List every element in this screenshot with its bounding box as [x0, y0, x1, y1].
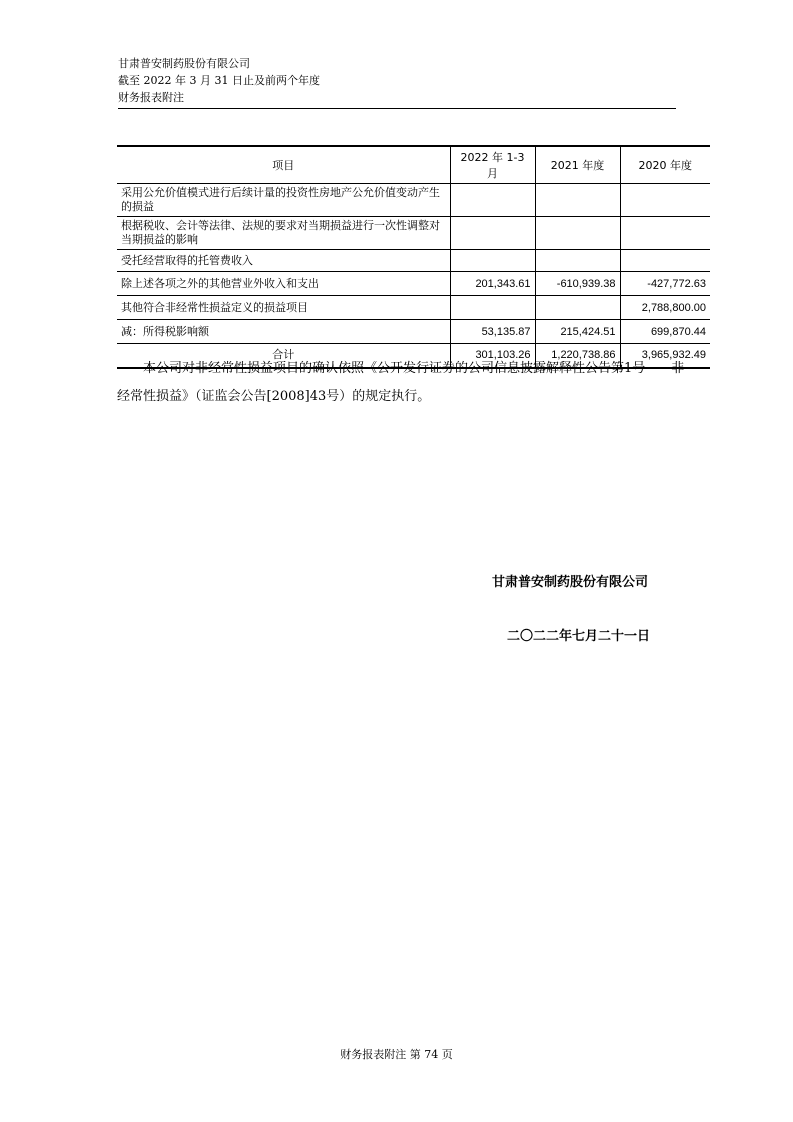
signature-company: 甘肃普安制药股份有限公司: [492, 575, 649, 590]
row-value-2022q1: [450, 184, 535, 217]
page-header: [118, 55, 676, 106]
row-item: 受托经营取得的托管费收入: [117, 250, 450, 272]
column-header-2022q1: 2022 年 1-3 月: [450, 146, 535, 184]
table-row: [117, 320, 710, 344]
row-value-2020: [620, 184, 710, 217]
row-value-2020: [620, 250, 710, 272]
header-period: 截至 2022 年 3 月 31 日止及前两个年度: [118, 74, 320, 87]
non-recurring-gains-table: [117, 145, 710, 369]
row-value-2022q1: [450, 250, 535, 272]
row-value-2022q1: 301,103.26: [450, 344, 535, 368]
row-value-2020: 699,870.44: [620, 320, 710, 344]
row-item: 减：所得税影响额: [117, 320, 450, 344]
row-value-2021: 215,424.51: [535, 320, 620, 344]
row-value-2020: 3,965,932.49: [620, 344, 710, 368]
row-item: 除上述各项之外的其他营业外收入和支出: [117, 272, 450, 296]
header-section: 财务报表附注: [118, 91, 184, 104]
header-company: 甘肃普安制药股份有限公司: [118, 57, 250, 70]
column-header-2020: 2020 年度: [620, 146, 710, 184]
row-item: 其他符合非经常性损益定义的损益项目: [117, 296, 450, 320]
page-footer: 财务报表附注 第 74 页: [340, 1048, 453, 1061]
row-value-2022q1: 201,343.61: [450, 272, 535, 296]
signature-date: 二〇二二年七月二十一日: [507, 629, 651, 644]
row-value-2020: [620, 217, 710, 250]
header-rule: [118, 108, 676, 109]
column-header-2021: 2021 年度: [535, 146, 620, 184]
column-header-item: 项目: [117, 146, 450, 184]
row-value-2021: [535, 296, 620, 320]
row-value-2020: -427,772.63: [620, 272, 710, 296]
table-row: [117, 250, 710, 272]
row-value-2021: [535, 217, 620, 250]
row-value-2021: [535, 184, 620, 217]
table-row: [117, 217, 710, 250]
row-item: 合计: [117, 344, 450, 368]
basis-note: 本公司对非经常性损益项目的确认依照《公开发行证券的公司信息披露解释性公告第1号——非经常性损益》（证监会公告[2008]43号）的规定执行。: [117, 361, 685, 404]
row-value-2021: -610,939.38: [535, 272, 620, 296]
row-value-2021: [535, 250, 620, 272]
row-value-2022q1: [450, 217, 535, 250]
row-item: 采用公允价值模式进行后续计量的投资性房地产公允价值变动产生的损益: [117, 184, 450, 217]
row-value-2022q1: 53,135.87: [450, 320, 535, 344]
row-item: 根据税收、会计等法律、法规的要求对当期损益进行一次性调整对当期损益的影响: [117, 217, 450, 250]
row-value-2020: 2,788,800.00: [620, 296, 710, 320]
row-value-2022q1: [450, 296, 535, 320]
table-row: [117, 296, 710, 320]
table-row: [117, 184, 710, 217]
row-value-2021: 1,220,738.86: [535, 344, 620, 368]
table-row: [117, 272, 710, 296]
table-header-row: [117, 146, 710, 184]
